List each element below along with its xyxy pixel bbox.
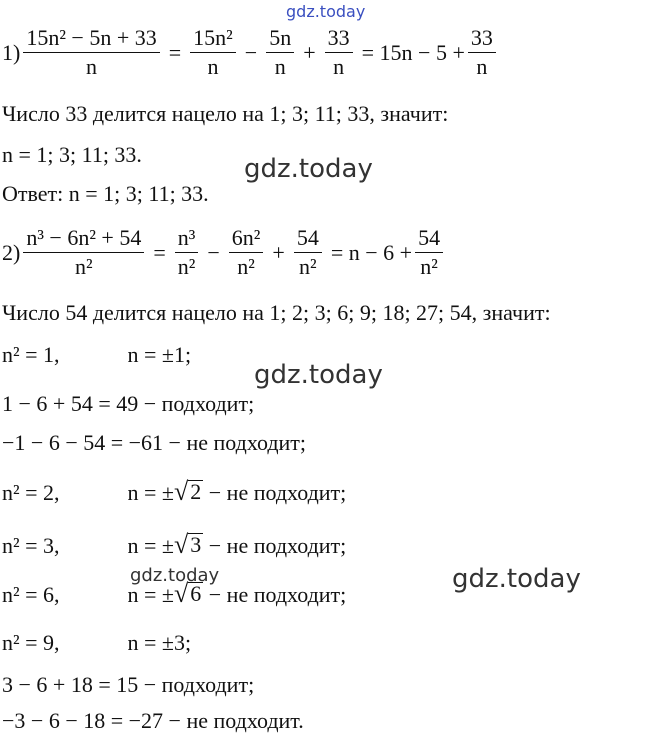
watermark: gdz.today: [244, 154, 373, 184]
numerator: 33: [327, 25, 350, 50]
radicand: 2: [190, 479, 202, 504]
case-row: [2, 477, 347, 506]
equation-tail: = 15n − 5 +: [361, 39, 465, 65]
case-left: n² = 2,: [2, 480, 60, 505]
fraction: [23, 226, 144, 279]
numerator: 6n²: [231, 225, 261, 250]
part-label: 1): [2, 39, 21, 65]
part-label: 2): [2, 239, 21, 265]
case-right: n = ±3;: [127, 630, 192, 655]
denominator: n: [325, 52, 353, 79]
case-right: n = ±1;: [127, 342, 192, 367]
text-line: Число 54 делится нацело на 1; 2; 3; 6; 9; 18; 27; 54, значит:: [2, 300, 551, 325]
case-row: [2, 342, 191, 368]
case-left: n² = 1,: [2, 342, 60, 367]
check-row: −3 − 6 − 18 = −27 − не подходит.: [2, 708, 304, 733]
case-left: n² = 6,: [2, 582, 60, 607]
watermark: gdz.today: [254, 360, 383, 390]
denominator: n²: [23, 252, 144, 279]
equation-1: 1) $\frac{\text{15n² − 5n + 33}}{n}$ = $\frac{\text{15n²}}{n}$ − $\frac{5n}{n}$ + $\frac{33}{n}$ = 15n − 5 + $\frac{33}{n}$: [2, 26, 499, 79]
numerator: n³: [177, 225, 196, 250]
case-left: n² = 9,: [2, 630, 60, 655]
fraction: [294, 226, 322, 279]
case-left: n² = 3,: [2, 533, 60, 558]
equation-tail: = n − 6 +: [330, 239, 413, 265]
case-verdict: − не подходит;: [203, 582, 347, 607]
case-row: [2, 530, 347, 559]
numerator: 54: [418, 225, 441, 250]
numerator: n³ − 6n² + 54: [26, 225, 142, 250]
radicand: 6: [190, 581, 202, 606]
case-right: n = ±: [127, 533, 174, 558]
watermark: gdz.today: [452, 564, 581, 594]
case-verdict: − не подходит;: [203, 480, 347, 505]
text-line: Число 33 делится нацело на 1; 3; 11; 33, значит:: [2, 101, 449, 126]
fraction: [175, 226, 199, 279]
equation-2: 2) $\frac{\text{n³ − 6n² + 54}}{\text{n²}}$ = $\frac{\text{n³}}{\text{n²}}$ − $\frac{\text{6n²}}{\text{n²}}$ + $\frac{54}{\text{n²}}$ = n − 6 + $\frac{54}{\text{n²}}$: [2, 226, 446, 279]
watermark: gdz.today: [286, 2, 366, 21]
fraction: [266, 26, 294, 79]
fraction: [325, 26, 353, 79]
numerator: 5n: [269, 25, 292, 50]
numerator: 33: [470, 25, 493, 50]
case-row: [2, 579, 347, 608]
denominator: n²: [415, 252, 443, 279]
sqrt-sign: √ 2: [173, 477, 202, 506]
fraction: [23, 26, 159, 79]
sqrt-sign: √ 6: [173, 579, 202, 608]
fraction: [190, 26, 236, 79]
case-right: n = ±: [127, 582, 174, 607]
denominator: n²: [229, 252, 264, 279]
check-row: −1 − 6 − 54 = −61 − не подходит;: [2, 430, 307, 455]
numerator: 15n² − 5n + 33: [26, 25, 157, 50]
sqrt-sign: √ 3: [173, 530, 202, 559]
radicand: 3: [190, 532, 202, 557]
check-row: 1 − 6 + 54 = 49 − подходит;: [2, 391, 255, 416]
check-row: 3 − 6 + 18 = 15 − подходит;: [2, 672, 255, 697]
text-line: n = 1; 3; 11; 33.: [2, 142, 142, 167]
case-verdict: − не подходит;: [203, 533, 347, 558]
numerator: 15n²: [193, 25, 233, 50]
denominator: n: [266, 52, 294, 79]
numerator: 54: [296, 225, 319, 250]
fraction: [415, 226, 443, 279]
fraction: [229, 226, 264, 279]
watermark: gdz.today: [130, 565, 220, 586]
denominator: n: [190, 52, 236, 79]
denominator: n: [468, 52, 496, 79]
denominator: n²: [294, 252, 322, 279]
denominator: n²: [175, 252, 199, 279]
case-row: [2, 630, 191, 656]
case-right: n = ±: [127, 480, 174, 505]
denominator: n: [23, 52, 159, 79]
answer-line: Ответ: n = 1; 3; 11; 33.: [2, 181, 209, 206]
fraction: [468, 26, 496, 79]
